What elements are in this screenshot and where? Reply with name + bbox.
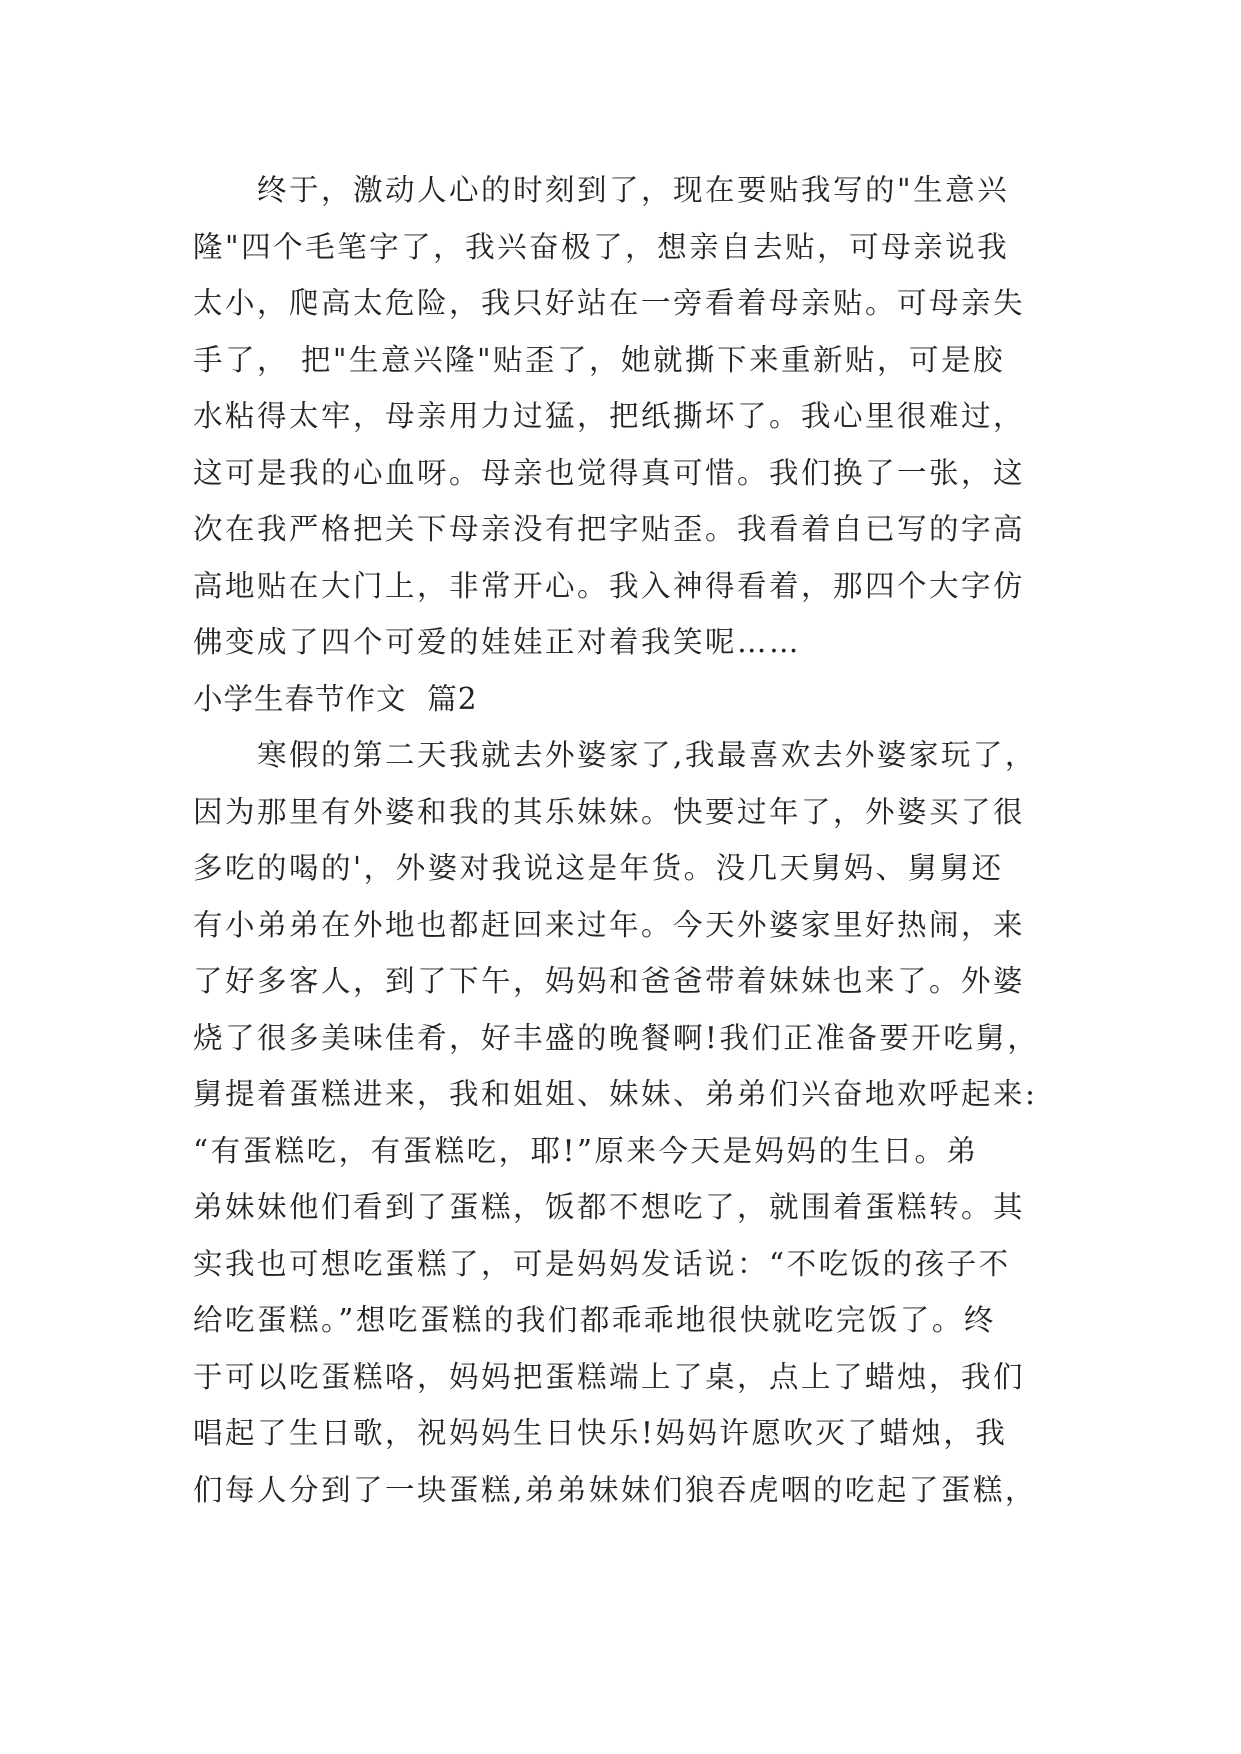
paragraph-line: 佛变成了四个可爱的娃娃正对着我笑呢…… [193,625,802,659]
paragraph-line: 太小，爬高太危险，我只好站在一旁看着母亲贴。可母亲失 [193,286,1026,320]
paragraph-line: 了好多客人，到了下午，妈妈和爸爸带着妹妹也来了。外婆 [193,964,1026,998]
paragraph-line: 实我也可想吃蛋糕了，可是妈妈发话说：“不吃饭的孩子不 [193,1246,1011,1281]
paragraph-line: 舅提着蛋糕进来，我和姐姐、妹妹、弟弟们兴奋地欢呼起来: [193,1077,1038,1111]
paragraph-line: “有蛋糕吃，有蛋糕吃，耶!”原来今天是妈妈的生日。弟 [193,1133,979,1168]
paragraph-line: 给吃蛋糕。”想吃蛋糕的我们都乖乖地很快就吃完饭了。终 [193,1303,996,1337]
paragraph-line: 因为那里有外婆和我的其乐妹妹。快要过年了，外婆买了很 [193,794,1026,829]
paragraph-line: 于可以吃蛋糕咯，妈妈把蛋糕端上了桌，点上了蜡烛，我们 [193,1359,1026,1394]
paragraph-line: 手了， 把"生意兴隆"贴歪了，她就撕下来重新贴，可是胶 [193,342,1006,377]
paragraph-line: 有小弟弟在外地也都赶回来过年。今天外婆家里好热闹，来 [193,907,1026,942]
paragraph-line: 这可是我的心血呀。母亲也觉得真可惜。我们换了一张，这 [193,455,1026,490]
paragraph-line: 寒假的第二天我就去外婆家了,我最喜欢去外婆家玩了， [257,738,1037,772]
paragraph-2 [193,727,1053,1518]
paragraph-line: 多吃的喝的'，外婆对我说这是年货。没几天舅妈、舅舅还 [193,851,1004,885]
paragraph-line: 烧了很多美味佳肴，好丰盛的晚餐啊!我们正准备要开吃舅， [193,1020,1040,1055]
paragraph-line: 高地贴在大门上，非常开心。我入神得看着，那四个大字仿 [193,568,1026,603]
paragraph-line: 们每人分到了一块蛋糕,弟弟妹妹们狼吞虎咽的吃起了蛋糕， [193,1472,1037,1507]
paragraph-line: 水粘得太牢，母亲用力过猛，把纸撕坏了。我心里很难过， [193,399,1026,433]
paragraph-1 [193,162,1053,671]
paragraph-line: 隆"四个毛笔字了，我兴奋极了，想亲自去贴，可母亲说我 [193,229,1010,264]
section-heading: 小学生春节作文 篇2 [193,681,478,716]
paragraph-line: 弟妹妹他们看到了蛋糕，饭都不想吃了，就围着蛋糕转。其 [193,1190,1026,1224]
paragraph-line: 唱起了生日歌，祝妈妈生日快乐!妈妈许愿吹灭了蜡烛，我 [193,1416,1008,1450]
paragraph-line: 终于，激动人心的时刻到了，现在要贴我写的"生意兴 [257,173,1010,207]
paragraph-line: 次在我严格把关下母亲没有把字贴歪。我看着自已写的字高 [193,512,1026,546]
document-body [193,162,1053,1518]
